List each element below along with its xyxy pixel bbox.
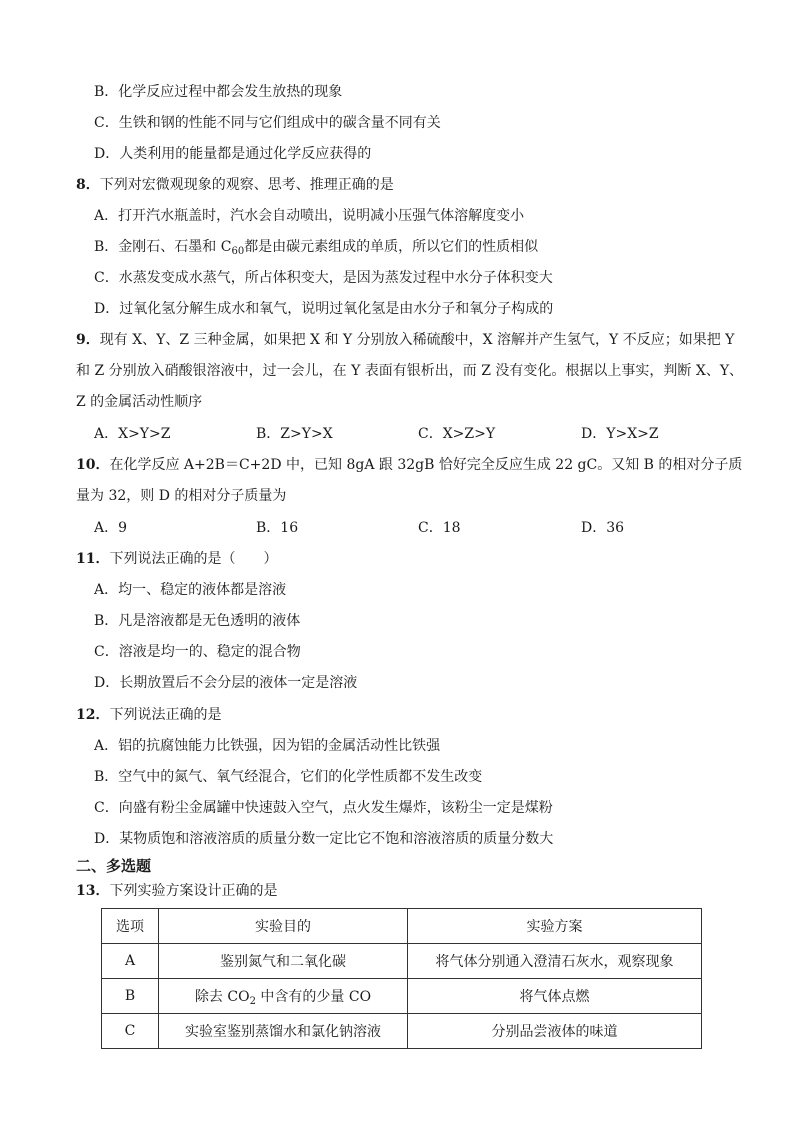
q12-number: 12． <box>76 707 110 723</box>
q11-option-c: C．溶液是均一的、稳定的混合物 <box>94 644 301 660</box>
q10-option-b: B．16 <box>256 520 299 536</box>
q11-stem-text: 下列说法正确的是（ ） <box>109 551 278 567</box>
q9-options <box>94 424 754 444</box>
table-row <box>102 944 702 979</box>
q12-option-b: B．空气中的氮气、氧气经混合，它们的化学性质都不发生改变 <box>94 769 483 785</box>
q8-stem-text: 下列对宏微观现象的观察、思考、推理正确的是 <box>99 177 394 193</box>
q7-option-b: B．化学反应过程中都会发生放热的现象 <box>94 84 343 100</box>
table-cell-plan: 将气体点燃 <box>408 979 702 1014</box>
q9-stem-text: 现有 X、Y、Z 三种金属，如果把 X 和 Y 分别放入稀硫酸中，X 溶解并产生氢气，Y 不反应；如果把 Y 和 Z 分别放入硝酸银溶液中，过一会儿，在 Y 表面有银析出，而 Z 没有变化。根据以上事实，判断 X、Y、Z 的金属活动性顺序 <box>76 332 744 410</box>
q13-number: 13． <box>76 883 110 899</box>
q11-option-b: B．凡是溶液都是无色透明的液体 <box>94 613 301 629</box>
q8-option-b-sub: 60 <box>231 246 245 257</box>
q12-option-d: D．某物质饱和溶液溶质的质量分数一定比它不饱和溶液溶质的质量分数大 <box>94 831 554 847</box>
q13-stem <box>76 881 277 901</box>
table-header-row <box>102 909 702 944</box>
q7-option-d: D．人类利用的能量都是通过化学反应获得的 <box>94 146 372 162</box>
q10-stem-text: 在化学反应 A+2B＝C+2D 中，已知 8gA 跟 32gB 恰好完全反应生成 22 gC。又知 B 的相对分子质量为 32，则 D 的相对分子质量为 <box>76 457 743 504</box>
q9-stem <box>76 325 744 418</box>
table-cell-option: B <box>102 979 159 1014</box>
q12-stem-text: 下列说法正确的是 <box>109 707 222 723</box>
q12-option-c: C．向盛有粉尘金属罐中快速鼓入空气，点火发生爆炸，该粉尘一定是煤粉 <box>94 800 553 816</box>
q8-stem <box>76 175 394 195</box>
table-row <box>102 1014 702 1049</box>
q7-option-c: C．生铁和钢的性能不同与它们组成中的碳含量不同有关 <box>94 115 441 131</box>
q10-options <box>94 518 754 538</box>
q8-option-a: A．打开汽水瓶盖时，汽水会自动喷出，说明减小压强气体溶解度变小 <box>94 208 525 224</box>
purpose-text-pre: 除去 CO <box>194 989 250 1005</box>
table-row <box>102 979 702 1014</box>
q9-option-d: D．Y>X>Z <box>581 426 659 442</box>
table-cell-plan: 将气体分别通入澄清石灰水，观察现象 <box>408 944 702 979</box>
q9-number: 9． <box>76 332 100 348</box>
q9-option-c: C．X>Z>Y <box>418 426 496 442</box>
experiment-table <box>101 908 702 1049</box>
table-header-option: 选项 <box>102 909 159 944</box>
section-multi-choice-heading: 二、多选题 <box>76 857 152 875</box>
purpose-text-sub: 2 <box>249 996 256 1007</box>
q12-stem <box>76 705 221 725</box>
q11-number: 11． <box>76 551 110 567</box>
q11-stem <box>76 549 277 569</box>
q10-option-c: C．18 <box>418 520 461 536</box>
q12-option-a: A．铝的抗腐蚀能力比铁强，因为铝的金属活动性比铁强 <box>94 738 441 754</box>
q8-option-b <box>94 237 538 257</box>
q10-stem <box>76 450 744 512</box>
table-header-plan: 实验方案 <box>408 909 702 944</box>
table-cell-plan: 分别品尝液体的味道 <box>408 1014 702 1049</box>
q10-number: 10． <box>76 457 110 473</box>
q11-option-d: D．长期放置后不会分层的液体一定是溶液 <box>94 675 358 691</box>
q8-option-d: D．过氧化氢分解生成水和氧气，说明过氧化氢是由水分子和氧分子构成的 <box>94 301 554 317</box>
table-cell-purpose: 鉴别氮气和二氧化碳 <box>159 944 408 979</box>
table-header-purpose: 实验目的 <box>159 909 408 944</box>
table-cell-option: C <box>102 1014 159 1049</box>
q11-option-a: A．均一、稳定的液体都是溶液 <box>94 582 287 598</box>
q13-stem-text: 下列实验方案设计正确的是 <box>109 883 278 899</box>
q10-option-a: A．9 <box>94 520 128 536</box>
q9-option-b: B．Z>Y>X <box>256 426 333 442</box>
q8-option-b-post: 都是由碳元素组成的单质，所以它们的性质相似 <box>244 239 539 255</box>
purpose-text-post: 中含有的少量 CO <box>255 989 372 1005</box>
q8-option-b-pre: B．金刚石、石墨和 C <box>94 239 232 255</box>
q10-option-d: D．36 <box>581 520 625 536</box>
table-cell-purpose <box>159 979 408 1014</box>
q9-option-a: A．X>Y>Z <box>94 426 171 442</box>
q8-option-c: C．水蒸发变成水蒸气，所占体积变大，是因为蒸发过程中水分子体积变大 <box>94 270 553 286</box>
table-cell-option: A <box>102 944 159 979</box>
table-cell-purpose: 实验室鉴别蒸馏水和氯化钠溶液 <box>159 1014 408 1049</box>
q8-number: 8． <box>76 177 100 193</box>
